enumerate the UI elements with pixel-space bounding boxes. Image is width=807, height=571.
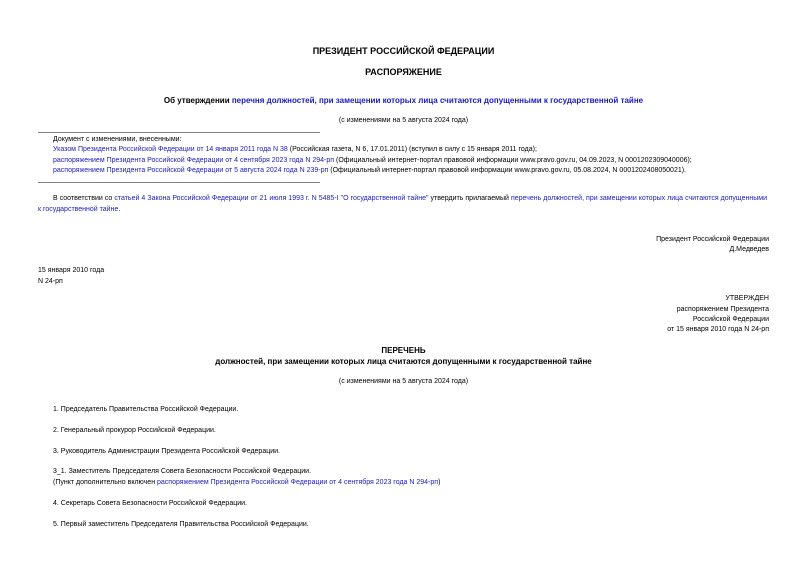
document-title — [0, 96, 807, 105]
body-paragraph — [38, 193, 767, 215]
list-item: 4. Секретарь Совета Безопасности Российской Федерации. — [53, 500, 247, 507]
change-link[interactable]: распоряжением Президента Российской Федерации от 5 августа 2024 года N 239-рп — [53, 167, 329, 174]
approved-line: от 15 января 2010 года N 24-рп — [667, 326, 769, 333]
org-heading: ПРЕЗИДЕНТ РОССИЙСКОЙ ФЕДЕРАЦИИ — [312, 46, 495, 56]
body-text: В соответствии со — [53, 195, 115, 202]
change-link[interactable]: распоряжением Президента Российской Федерации от 4 сентября 2023 года N 294-рп — [53, 157, 335, 164]
signature-position: Президент Российской Федерации — [656, 236, 769, 243]
revision-note: (с изменениями на 5 августа 2024 года) — [338, 117, 469, 124]
approved-line: Российской Федерации — [692, 316, 769, 323]
changes-intro: Документ с изменениями, внесенными: — [53, 136, 182, 143]
change-detail: (Российская газета, N 6, 17.01.2011) (вступил в силу с 15 января 2011 года); — [287, 146, 537, 153]
change-detail: (Официальный интернет-портал правовой информации www.pravo.gov.ru, 04.09.2023, N 0001202309040006); — [334, 157, 692, 164]
list-item: 3. Руководитель Администрации Президента Российской Федерации. — [53, 448, 280, 455]
document-title-prefix: Об утверждении — [163, 96, 232, 105]
doc-type-heading: РАСПОРЯЖЕНИЕ — [365, 67, 442, 77]
change-item — [53, 157, 692, 164]
change-item — [53, 167, 686, 174]
document-date: 15 января 2010 года — [38, 267, 105, 274]
change-item — [53, 146, 537, 153]
list-revision-note: (с изменениями на 5 августа 2024 года) — [338, 378, 469, 385]
approved-line: распоряжением Президента — [676, 306, 769, 313]
note-text: (Пункт дополнительно включен — [53, 479, 158, 486]
body-text: . — [118, 206, 121, 213]
list-title: ПЕРЕЧЕНЬ — [381, 346, 426, 355]
document-number: N 24-рп — [38, 278, 63, 285]
law-link[interactable]: статьей 4 Закона Российской Федерации от 21 июля 1993 г. N 5485-I "О государственной тайне" — [114, 195, 429, 202]
body-text: утвердить прилагаемый — [428, 195, 511, 202]
approved-line: УТВЕРЖДЕН — [725, 295, 769, 302]
divider-top — [38, 132, 320, 133]
change-link[interactable]: Указом Президента Российской Федерации от 14 января 2011 года N 38 — [53, 146, 288, 153]
document-title-link[interactable]: перечня должностей, при замещении которых лица считаются допущенными к государственной тайне — [231, 96, 644, 105]
list-item: 5. Первый заместитель Председателя Правительства Российской Федерации. — [53, 521, 309, 528]
change-detail: (Официальный интернет-портал правовой информации www.pravo.gov.ru, 05.08.2024, N 0001202408050021). — [328, 167, 687, 174]
list-item: 2. Генеральный прокурор Российской Федерации. — [53, 427, 216, 434]
list-link[interactable]: перечень должностей, при замещении которых лица считаются допущенными к государственной тайне — [38, 195, 767, 213]
signature-name: Д.Медведев — [729, 246, 769, 253]
list-item-note — [53, 479, 440, 486]
divider-bottom — [38, 182, 320, 183]
amendment-link[interactable]: распоряжением Президента Российской Федерации от 4 сентября 2023 года N 294-рп — [157, 479, 439, 486]
list-item: 1. Председатель Правительства Российской Федерации. — [53, 406, 239, 413]
list-subtitle: должностей, при замещении которых лица считаются допущенными к государственной тайне — [215, 357, 592, 366]
list-item: 3_1. Заместитель Председателя Совета Безопасности Российской Федерации. — [53, 468, 312, 475]
note-text: ) — [438, 479, 441, 486]
